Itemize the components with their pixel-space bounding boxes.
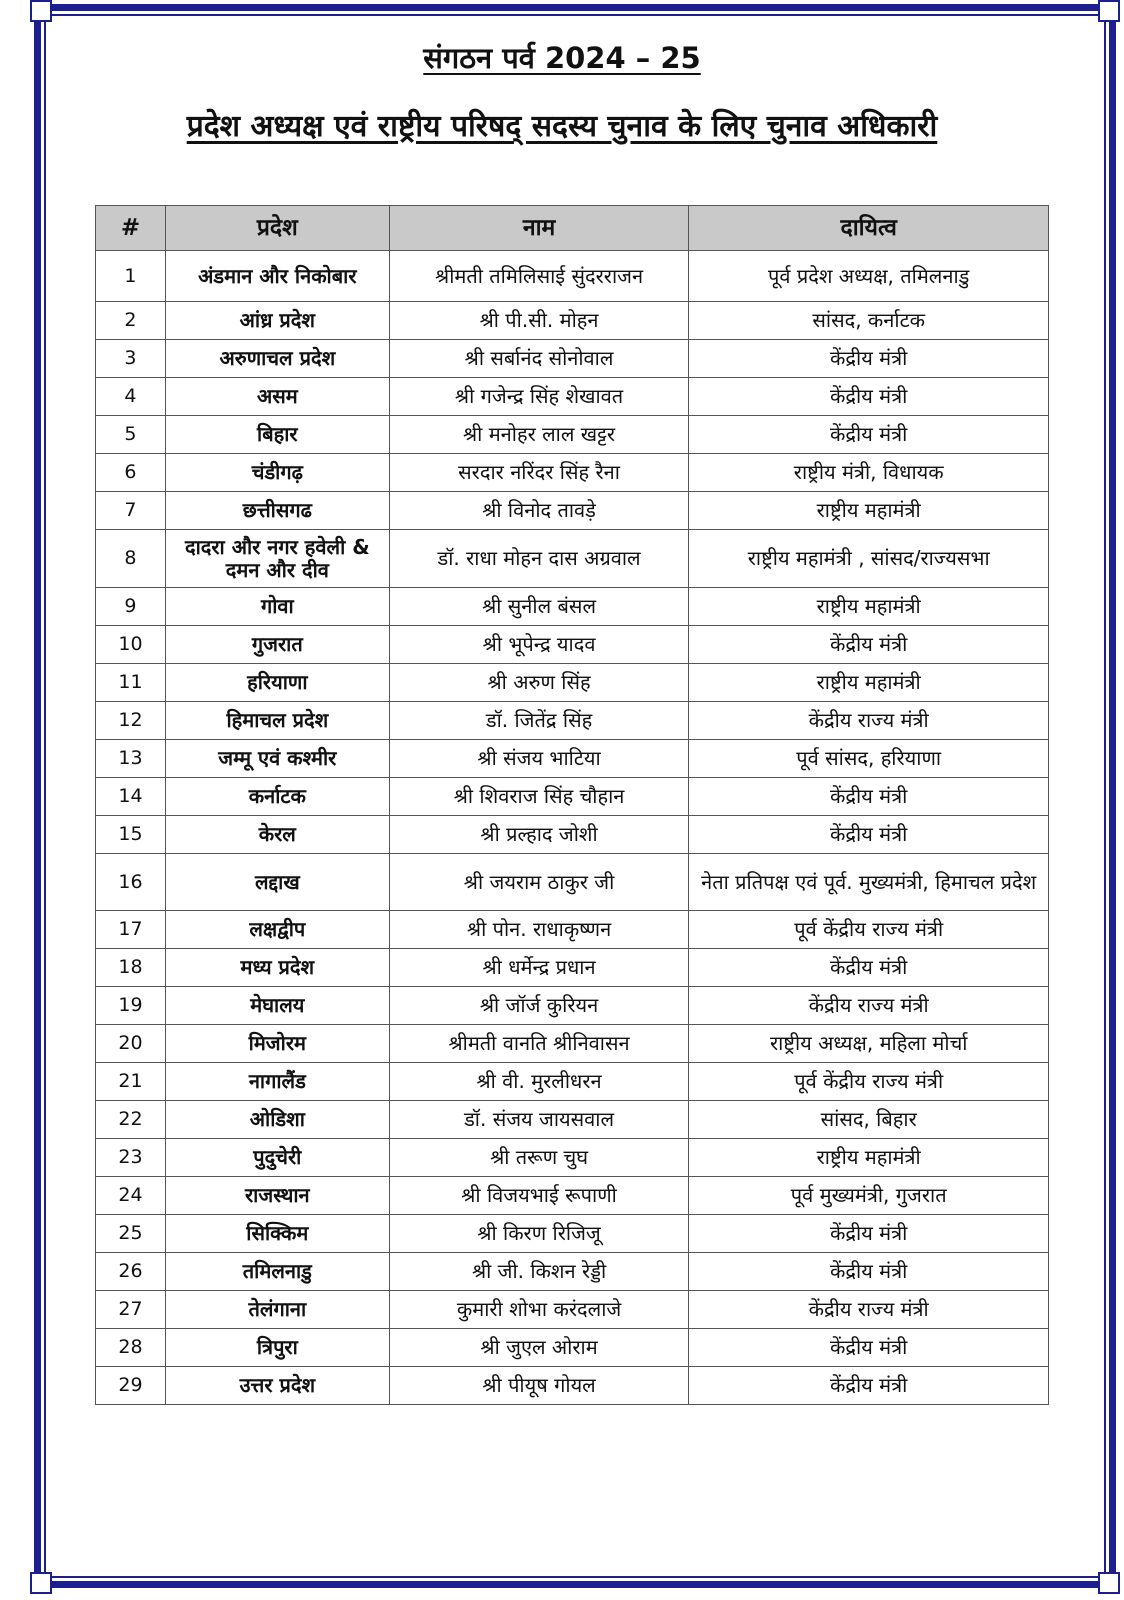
row-name: श्री संजय भाटिया <box>389 740 689 778</box>
row-role: राष्ट्रीय महामंत्री <box>689 664 1049 702</box>
row-number: 1 <box>96 251 166 302</box>
row-state: दादरा और नगर हवेली & दमन और दीव <box>165 530 389 588</box>
table-header-row <box>96 206 1049 251</box>
row-number: 2 <box>96 302 166 340</box>
table-row <box>96 1063 1049 1101</box>
row-state: छत्तीसगढ <box>165 492 389 530</box>
row-role: राष्ट्रीय अध्यक्ष, महिला मोर्चा <box>689 1025 1049 1063</box>
row-state: कर्नाटक <box>165 778 389 816</box>
row-number: 9 <box>96 588 166 626</box>
row-state: बिहार <box>165 416 389 454</box>
election-officers-table <box>95 205 1049 1405</box>
row-number: 16 <box>96 854 166 911</box>
table-row <box>96 340 1049 378</box>
table-row <box>96 251 1049 302</box>
row-name: श्री शिवराज सिंह चौहान <box>389 778 689 816</box>
row-role: राष्ट्रीय महामंत्री <box>689 1139 1049 1177</box>
row-role: पूर्व केंद्रीय राज्य मंत्री <box>689 1063 1049 1101</box>
row-number: 21 <box>96 1063 166 1101</box>
corner-ornament-top-left <box>30 0 52 22</box>
table-row <box>96 740 1049 778</box>
row-number: 4 <box>96 378 166 416</box>
row-state: ओडिशा <box>165 1101 389 1139</box>
row-number: 5 <box>96 416 166 454</box>
column-header-state: प्रदेश <box>165 206 389 251</box>
row-state: मेघालय <box>165 987 389 1025</box>
row-role: केंद्रीय मंत्री <box>689 949 1049 987</box>
row-role: राष्ट्रीय मंत्री, विधायक <box>689 454 1049 492</box>
row-number: 11 <box>96 664 166 702</box>
row-role: केंद्रीय मंत्री <box>689 816 1049 854</box>
table-row <box>96 588 1049 626</box>
row-number: 14 <box>96 778 166 816</box>
table-row <box>96 530 1049 588</box>
table-row <box>96 1215 1049 1253</box>
table-row <box>96 454 1049 492</box>
column-header-name: नाम <box>389 206 689 251</box>
row-number: 17 <box>96 911 166 949</box>
row-name: श्री विजयभाई रूपाणी <box>389 1177 689 1215</box>
row-name: श्री गजेन्द्र सिंह शेखावत <box>389 378 689 416</box>
row-name: श्री अरुण सिंह <box>389 664 689 702</box>
row-name: श्री विनोद तावड़े <box>389 492 689 530</box>
row-role: केंद्रीय मंत्री <box>689 1367 1049 1405</box>
table-row <box>96 626 1049 664</box>
row-state: तमिलनाडु <box>165 1253 389 1291</box>
row-role: पूर्व सांसद, हरियाणा <box>689 740 1049 778</box>
row-role: केंद्रीय राज्य मंत्री <box>689 987 1049 1025</box>
row-name: श्री पीयूष गोयल <box>389 1367 689 1405</box>
row-role: सांसद, बिहार <box>689 1101 1049 1139</box>
row-name: श्री वी. मुरलीधरन <box>389 1063 689 1101</box>
row-number: 18 <box>96 949 166 987</box>
row-state: उत्तर प्रदेश <box>165 1367 389 1405</box>
row-number: 24 <box>96 1177 166 1215</box>
document-subtitle: प्रदेश अध्यक्ष एवं राष्ट्रीय परिषद् सदस्य चुनाव के लिए चुनाव अधिकारी <box>186 109 938 144</box>
row-name: श्री सर्बानंद सोनोवाल <box>389 340 689 378</box>
row-state: अंडमान और निकोबार <box>165 251 389 302</box>
corner-ornament-top-right <box>1098 0 1120 22</box>
row-state: जम्मू एवं कश्मीर <box>165 740 389 778</box>
row-name: श्री जॉर्ज कुरियन <box>389 987 689 1025</box>
row-number: 13 <box>96 740 166 778</box>
row-number: 12 <box>96 702 166 740</box>
table-row <box>96 1101 1049 1139</box>
row-state: लद्दाख <box>165 854 389 911</box>
row-number: 20 <box>96 1025 166 1063</box>
row-role: केंद्रीय मंत्री <box>689 1253 1049 1291</box>
row-role: केंद्रीय राज्य मंत्री <box>689 1291 1049 1329</box>
row-name: डॉ. संजय जायसवाल <box>389 1101 689 1139</box>
table-row <box>96 1139 1049 1177</box>
row-role: पूर्व केंद्रीय राज्य मंत्री <box>689 911 1049 949</box>
row-name: श्री जी. किशन रेड्डी <box>389 1253 689 1291</box>
row-number: 25 <box>96 1215 166 1253</box>
row-state: असम <box>165 378 389 416</box>
table-row <box>96 1291 1049 1329</box>
row-name: श्री तरूण चुघ <box>389 1139 689 1177</box>
row-number: 3 <box>96 340 166 378</box>
row-number: 7 <box>96 492 166 530</box>
table-row <box>96 949 1049 987</box>
row-state: राजस्थान <box>165 1177 389 1215</box>
table-body <box>96 251 1049 1405</box>
column-header-number: # <box>96 206 166 251</box>
row-name: डॉ. जितेंद्र सिंह <box>389 702 689 740</box>
row-name: सरदार नरिंदर सिंह रैना <box>389 454 689 492</box>
row-state: मिजोरम <box>165 1025 389 1063</box>
row-number: 26 <box>96 1253 166 1291</box>
row-state: चंडीगढ़ <box>165 454 389 492</box>
table-row <box>96 911 1049 949</box>
row-name: श्री पी.सी. मोहन <box>389 302 689 340</box>
row-role: केंद्रीय मंत्री <box>689 416 1049 454</box>
row-state: मध्य प्रदेश <box>165 949 389 987</box>
row-number: 22 <box>96 1101 166 1139</box>
row-name: कुमारी शोभा करंदलाजे <box>389 1291 689 1329</box>
row-name: श्री भूपेन्द्र यादव <box>389 626 689 664</box>
row-number: 29 <box>96 1367 166 1405</box>
table-row <box>96 854 1049 911</box>
row-state: आंध्र प्रदेश <box>165 302 389 340</box>
row-number: 28 <box>96 1329 166 1367</box>
row-number: 6 <box>96 454 166 492</box>
table-row <box>96 1177 1049 1215</box>
row-number: 15 <box>96 816 166 854</box>
document-title: संगठन पर्व 2024 – 25 <box>423 41 701 75</box>
row-role: राष्ट्रीय महामंत्री , सांसद/राज्यसभा <box>689 530 1049 588</box>
row-number: 23 <box>96 1139 166 1177</box>
table-row <box>96 1367 1049 1405</box>
row-state: त्रिपुरा <box>165 1329 389 1367</box>
row-state: पुदुचेरी <box>165 1139 389 1177</box>
corner-ornament-bottom-right <box>1098 1572 1120 1594</box>
table-row <box>96 378 1049 416</box>
table-row <box>96 664 1049 702</box>
row-name: श्रीमती वानति श्रीनिवासन <box>389 1025 689 1063</box>
table-row <box>96 416 1049 454</box>
row-role: राष्ट्रीय महामंत्री <box>689 588 1049 626</box>
row-state: गोवा <box>165 588 389 626</box>
row-name: श्री जयराम ठाकुर जी <box>389 854 689 911</box>
row-name: श्रीमती तमिलिसाई सुंदरराजन <box>389 251 689 302</box>
row-role: केंद्रीय राज्य मंत्री <box>689 702 1049 740</box>
row-state: केरल <box>165 816 389 854</box>
row-number: 10 <box>96 626 166 664</box>
table-row <box>96 987 1049 1025</box>
table-row <box>96 492 1049 530</box>
row-role: केंद्रीय मंत्री <box>689 378 1049 416</box>
row-state: सिक्किम <box>165 1215 389 1253</box>
row-role: सांसद, कर्नाटक <box>689 302 1049 340</box>
table-row <box>96 1025 1049 1063</box>
row-state: लक्षद्वीप <box>165 911 389 949</box>
row-role: राष्ट्रीय महामंत्री <box>689 492 1049 530</box>
row-role: केंद्रीय मंत्री <box>689 1329 1049 1367</box>
corner-ornament-bottom-left <box>30 1572 52 1594</box>
table-row <box>96 1329 1049 1367</box>
row-role: केंद्रीय मंत्री <box>689 778 1049 816</box>
row-name: श्री पोन. राधाकृष्णन <box>389 911 689 949</box>
table-row <box>96 302 1049 340</box>
row-role: केंद्रीय मंत्री <box>689 1215 1049 1253</box>
row-name: श्री जुएल ओराम <box>389 1329 689 1367</box>
row-state: अरुणाचल प्रदेश <box>165 340 389 378</box>
row-state: नागालैंड <box>165 1063 389 1101</box>
row-role: केंद्रीय मंत्री <box>689 626 1049 664</box>
row-name: श्री धर्मेन्द्र प्रधान <box>389 949 689 987</box>
row-state: हिमाचल प्रदेश <box>165 702 389 740</box>
row-name: डॉ. राधा मोहन दास अग्रवाल <box>389 530 689 588</box>
row-number: 8 <box>96 530 166 588</box>
table-row <box>96 816 1049 854</box>
row-role: नेता प्रतिपक्ष एवं पूर्व. मुख्यमंत्री, हिमाचल प्रदेश <box>689 854 1049 911</box>
row-number: 19 <box>96 987 166 1025</box>
table-row <box>96 702 1049 740</box>
row-name: श्री प्रल्हाद जोशी <box>389 816 689 854</box>
table-row <box>96 778 1049 816</box>
row-role: पूर्व प्रदेश अध्यक्ष, तमिलनाडु <box>689 251 1049 302</box>
row-state: तेलंगाना <box>165 1291 389 1329</box>
row-number: 27 <box>96 1291 166 1329</box>
row-role: केंद्रीय मंत्री <box>689 340 1049 378</box>
row-role: पूर्व मुख्यमंत्री, गुजरात <box>689 1177 1049 1215</box>
column-header-role: दायित्व <box>689 206 1049 251</box>
row-name: श्री मनोहर लाल खट्टर <box>389 416 689 454</box>
row-state: हरियाणा <box>165 664 389 702</box>
table-row <box>96 1253 1049 1291</box>
row-state: गुजरात <box>165 626 389 664</box>
row-name: श्री सुनील बंसल <box>389 588 689 626</box>
row-name: श्री किरण रिजिजू <box>389 1215 689 1253</box>
